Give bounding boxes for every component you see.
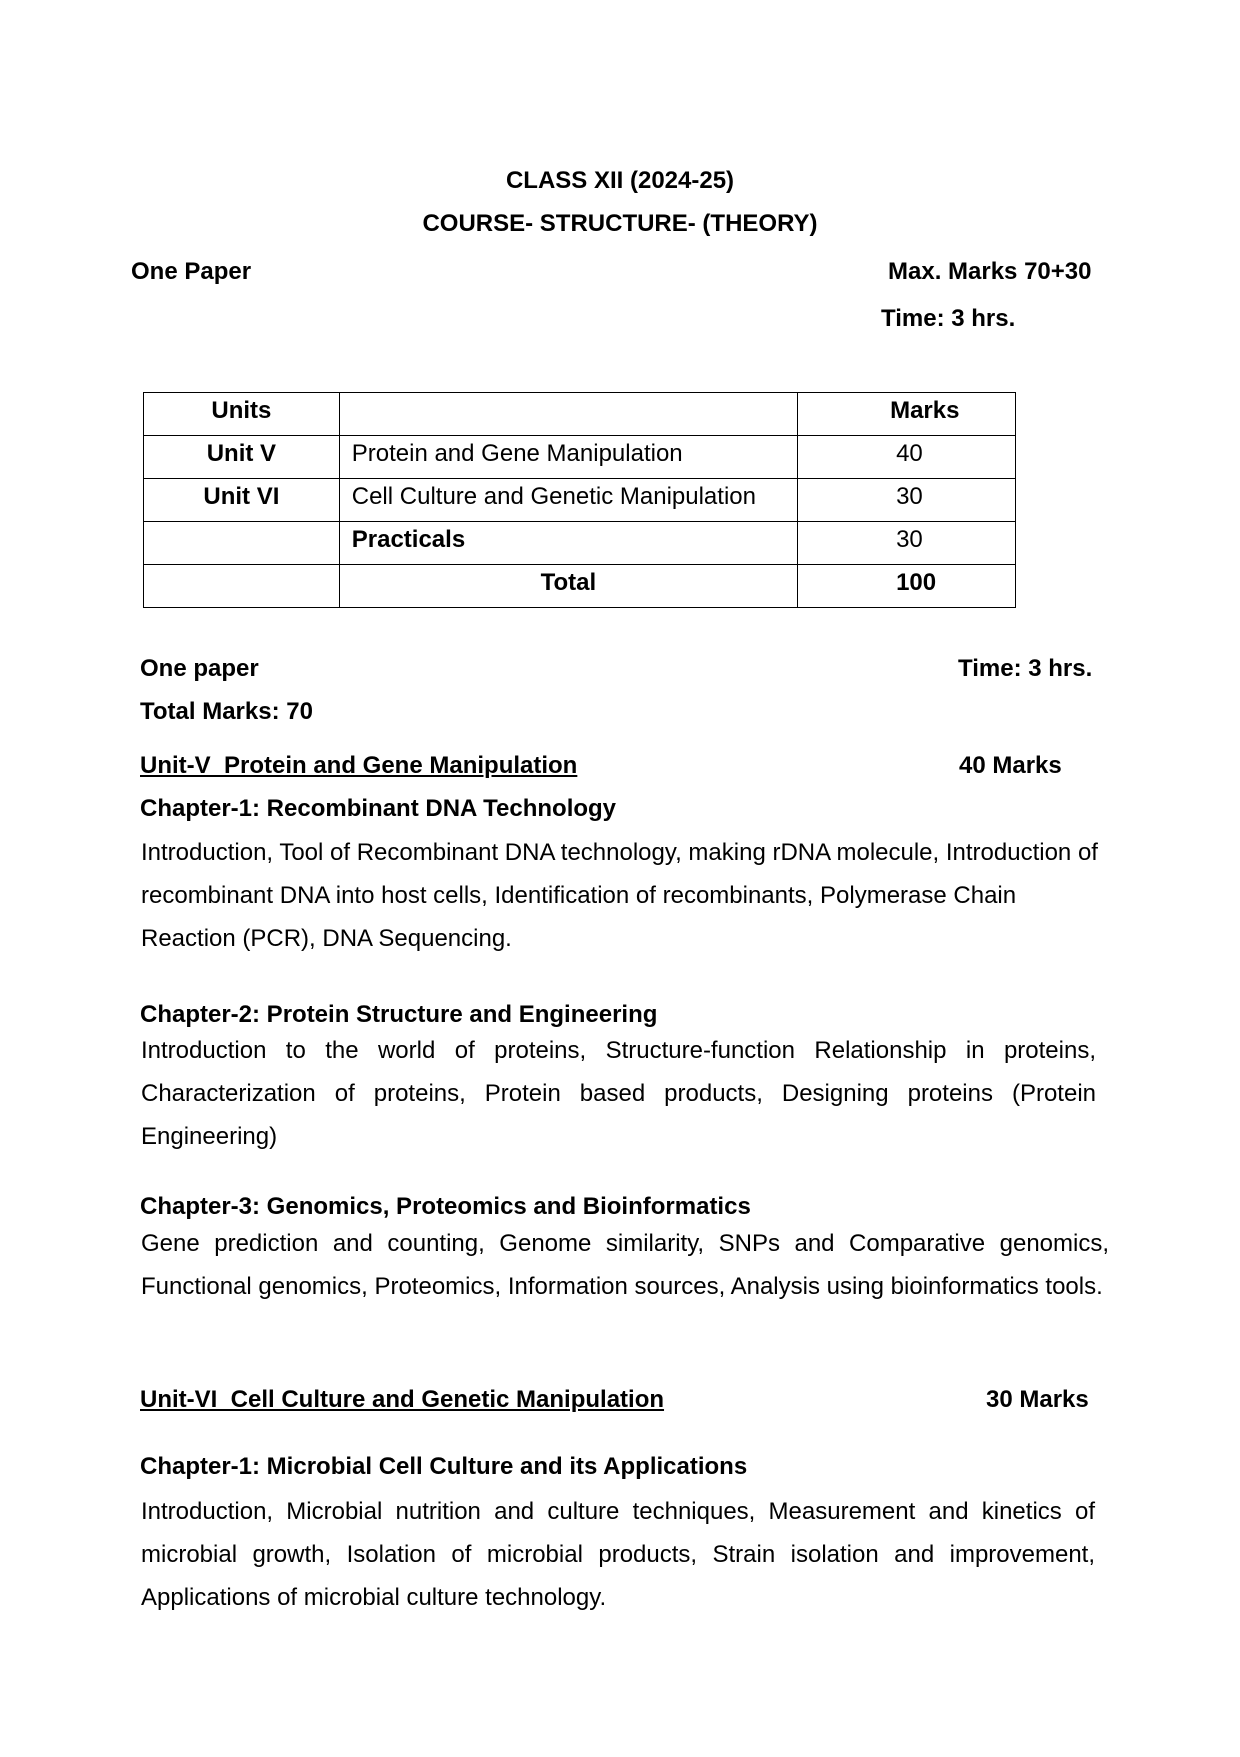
table-row (144, 479, 1016, 522)
unit5-chapter3-body: Gene prediction and counting, Genome similarity, SNPs and Comparative genomics, Functional genomics, Proteomics, Information sources, Analysis using bioinformatics tools. (141, 1230, 1109, 1300)
table-row (144, 522, 1016, 565)
unit5-chapter1-title: Chapter-1: Recombinant DNA Technology (140, 795, 617, 822)
table-cell-unit: Unit VI (144, 479, 340, 522)
table-cell-total-marks: 100 (798, 565, 1016, 608)
table-header-blank (339, 393, 797, 436)
course-title: COURSE- STRUCTURE- (THEORY) (422, 210, 818, 237)
class-title: CLASS XII (2024-25) (505, 167, 735, 194)
table-cell-unit (144, 565, 340, 608)
unit6-chapter1-title: Chapter-1: Microbial Cell Culture and its Applications (140, 1453, 748, 1480)
marks-table (143, 392, 1016, 608)
unit5-title: Unit-V Protein and Gene Manipulation (140, 752, 578, 779)
unit6-marks: 30 Marks (986, 1386, 1089, 1413)
table-header-units: Units (144, 393, 340, 436)
unit5-marks: 40 Marks (959, 752, 1062, 779)
table-row-total (144, 565, 1016, 608)
table-cell-marks: 30 (798, 522, 1016, 565)
summary-time: Time: 3 hrs. (958, 655, 1093, 682)
unit6-chapter1-body: Introduction, Microbial nutrition and culture techniques, Measurement and kinetics of microbial growth, Isolation of microbial products, Strain isolation and improvement, Applications of microbial culture technology. (141, 1498, 1095, 1611)
table-cell-practicals: Practicals (339, 522, 797, 565)
table-cell-total-label: Total (339, 565, 797, 608)
unit5-chapter2-body: Introduction to the world of proteins, Structure-function Relationship in proteins, Characterization of proteins, Protein based products, Designing proteins (Protein Engineering) (141, 1037, 1096, 1150)
summary-paper: One paper (140, 655, 259, 682)
table-cell-marks: 40 (798, 436, 1016, 479)
table-cell-marks: 30 (798, 479, 1016, 522)
paper-label: One Paper (131, 258, 252, 285)
time-top: Time: 3 hrs. (881, 305, 1016, 332)
unit5-chapter1-body: Introduction, Tool of Recombinant DNA technology, making rDNA molecule, Introduction of recombinant DNA into host cells, Identification of recombinants, Polymerase Chain Reaction (PCR), DNA Sequencing. (141, 839, 1098, 952)
table-cell-topic: Protein and Gene Manipulation (339, 436, 797, 479)
table-cell-unit: Unit V (144, 436, 340, 479)
table-cell-topic: Cell Culture and Genetic Manipulation (339, 479, 797, 522)
table-header-marks: Marks (798, 393, 1016, 436)
summary-total-marks: Total Marks: 70 (140, 698, 313, 725)
table-row (144, 436, 1016, 479)
table-cell-unit (144, 522, 340, 565)
unit5-chapter2-title: Chapter-2: Protein Structure and Engineering (140, 1001, 658, 1028)
table-header-row (144, 393, 1016, 436)
max-marks: Max. Marks 70+30 (888, 258, 1092, 285)
unit5-chapter3-title: Chapter-3: Genomics, Proteomics and Bioinformatics (140, 1193, 751, 1220)
unit6-title: Unit-VI Cell Culture and Genetic Manipulation (140, 1386, 665, 1413)
